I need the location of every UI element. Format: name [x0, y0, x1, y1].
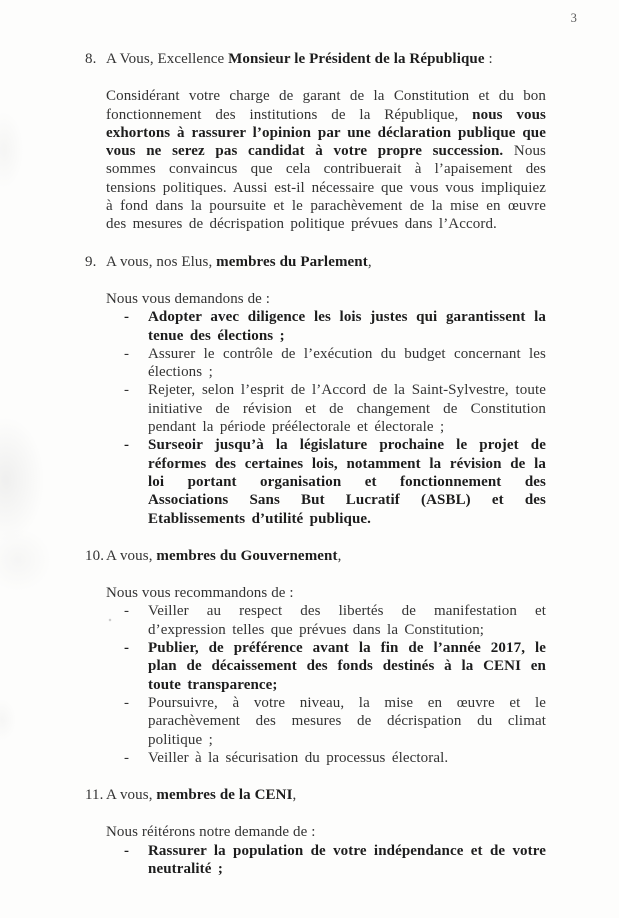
bullet-text: Adopter avec diligence les lois justes qui garantissent la tenue des élections ; [148, 309, 546, 344]
paragraph-run: Considérant votre charge de garant de la Constitution et du bon fonctionnement des institutions de la République, [106, 88, 546, 123]
heading-run: , [367, 253, 372, 270]
item-intro: Nous vous recommandons de : [106, 585, 294, 602]
bullet-dash: - [124, 842, 130, 859]
bullet-text: Surseoir jusqu’à la législature prochaine le projet de réformes des certaines lois, notamment la révision de la loi portant organisation et fonctionnement des Associations Sans But Lucratif (ASBL) et des Etablissements d’utilité publique. [148, 437, 546, 527]
bullet-dash: - [124, 749, 130, 766]
item-number: 10. [85, 547, 105, 564]
bullet-list [106, 842, 546, 879]
heading-run: , [337, 547, 342, 564]
document-item [85, 253, 546, 528]
document-body [85, 50, 546, 897]
bullet-text: Publier, de préférence avant la fin de l’année 2017, le plan de décaissement des fonds destinés à la CENI en toute transparence; [148, 640, 546, 693]
bullet-text: Rejeter, selon l’esprit de l’Accord de la Saint-Sylvestre, toute initiative de révision et de changement de Constitution pendant la période préélectorale et électorale ; [148, 382, 546, 436]
item-number: 8. [85, 51, 97, 67]
heading-run: : [484, 51, 493, 67]
bullet-text: Veiller à la sécurisation du processus électoral. [148, 749, 449, 766]
item-body [106, 253, 546, 528]
heading-run: membres de la CENI [156, 787, 293, 804]
bullet-dash: - [124, 345, 130, 362]
bullet-text: Poursuivre, à votre niveau, la mise en œuvre et le parachèvement des mesures de décrispation du climat politique ; [148, 694, 546, 748]
page-number: 3 [570, 11, 577, 25]
item-heading [106, 253, 546, 271]
item-number: 9. [85, 253, 97, 270]
item-heading [106, 547, 546, 565]
item-intro: Nous réitérons notre demande de : [106, 824, 316, 841]
document-item [85, 786, 546, 878]
bullet-item [106, 381, 546, 436]
bullet-item [106, 639, 546, 694]
bullet-text: Rassurer la population de votre indépendance et de votre neutralité ; [148, 842, 546, 877]
bullet-item [106, 749, 546, 767]
document-item [85, 50, 546, 234]
document-item [85, 547, 546, 767]
heading-run: A vous, [106, 547, 157, 564]
item-body [106, 786, 546, 878]
item-heading [106, 786, 546, 804]
bullet-item [106, 842, 546, 879]
heading-run: Monsieur le Président de la République [228, 51, 485, 67]
heading-run: A Vous, Excellence [106, 51, 229, 67]
item-paragraph [106, 87, 546, 233]
heading-run: A vous, [106, 787, 157, 804]
bullet-text: Assurer le contrôle de l’exécution du budget concernant les élections ; [148, 345, 546, 381]
item-intro: Nous vous demandons de : [106, 290, 271, 307]
bullet-list [106, 308, 546, 528]
heading-run: , [292, 787, 297, 804]
bullet-text: Veiller au respect des libertés de manifestation et d’expression telles que prévues dans la Constitution; [148, 603, 546, 638]
bullet-list [106, 602, 546, 767]
paragraph-run: Nous sommes convaincus que cela contribuerait à l’apaisement des tensions politiques. Aussi est-il nécessaire que vous vous impliquiez à fond dans la poursuite et le parachèvement de la mise en œuvre des mesures de décrispation politique prévues dans l’Accord. [106, 143, 546, 233]
bullet-item [106, 602, 546, 639]
bullet-dash: - [124, 309, 130, 326]
bullet-item [106, 308, 546, 345]
bullet-item [106, 436, 546, 527]
bullet-dash: - [124, 603, 130, 620]
paragraph-run: nous vous exhortons à rassurer l’opinion par une déclaration publique que vous ne serez pas candidat à votre propre succession. [106, 106, 546, 160]
bullet-item [106, 694, 546, 749]
heading-run: A vous, nos Elus, [106, 253, 217, 270]
item-body [106, 50, 546, 234]
item-body [106, 547, 546, 767]
item-heading [106, 50, 546, 68]
bullet-dash: - [124, 437, 130, 454]
bullet-dash: - [124, 694, 130, 711]
heading-run: membres du Gouvernement [156, 547, 338, 564]
bullet-dash: - [124, 382, 130, 399]
bullet-dash: - [124, 640, 130, 657]
heading-run: membres du Parlement [216, 253, 368, 270]
item-number: 11. [85, 787, 104, 804]
bullet-item [106, 345, 546, 382]
